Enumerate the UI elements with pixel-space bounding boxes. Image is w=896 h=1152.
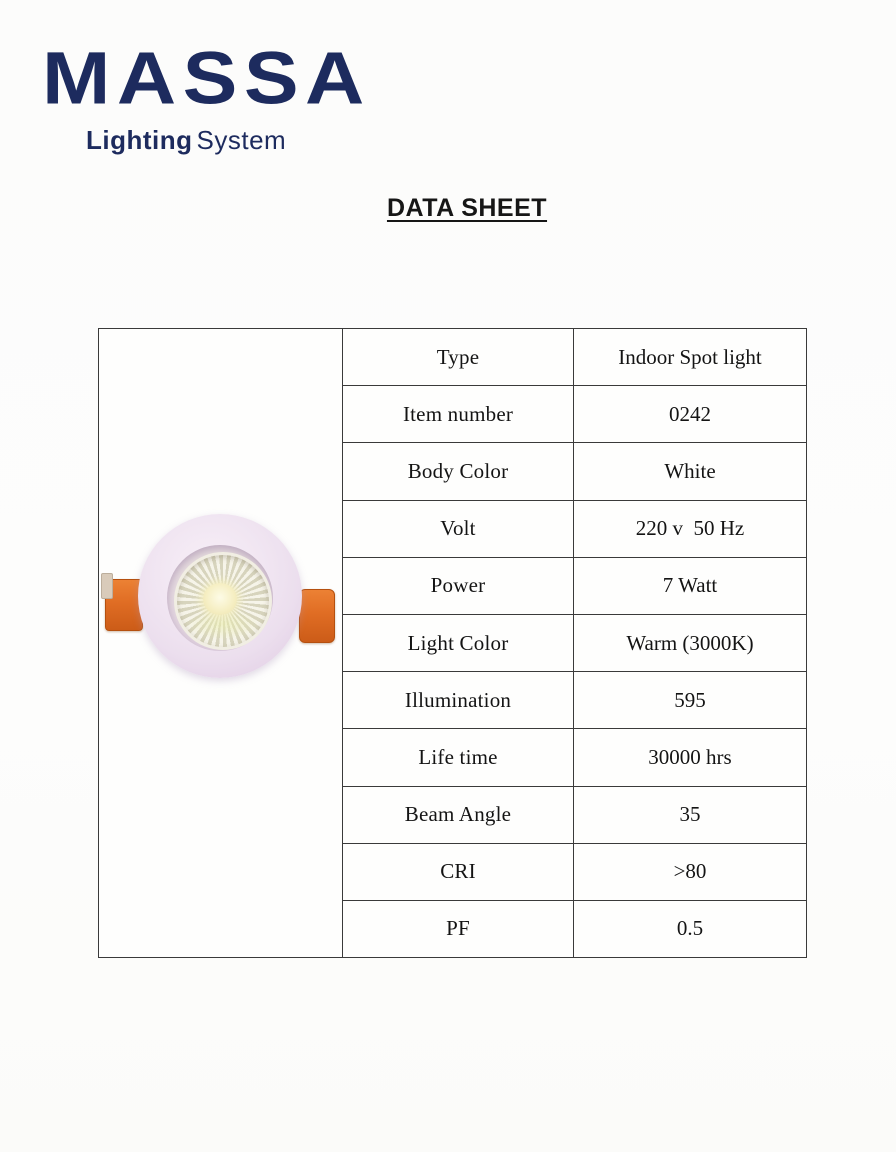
spec-label: Type	[343, 329, 574, 386]
product-image-cell	[99, 329, 343, 958]
spec-label: CRI	[343, 843, 574, 900]
mounting-clip-left	[105, 579, 143, 631]
brand-logo	[42, 37, 371, 156]
spec-label: Item number	[343, 386, 574, 443]
brand-subtitle-regular: System	[196, 125, 287, 155]
spot-light-image	[105, 491, 337, 711]
mounting-clip-right	[299, 589, 335, 643]
spec-label: Power	[343, 557, 574, 614]
spec-value: 35	[574, 786, 807, 843]
spec-value: 595	[574, 672, 807, 729]
lamp-led	[203, 583, 237, 615]
spec-value: Warm (3000K)	[574, 614, 807, 671]
brand-subtitle	[86, 125, 346, 156]
spec-label: Illumination	[343, 672, 574, 729]
spec-value: White	[574, 443, 807, 500]
spec-table	[98, 328, 807, 958]
spec-value: 0.5	[574, 900, 807, 957]
spec-label: Life time	[343, 729, 574, 786]
spec-label: Light Color	[343, 614, 574, 671]
spec-value: 220 v 50 Hz	[574, 500, 807, 557]
brand-name: MASSA	[42, 37, 371, 121]
spec-value: 7 Watt	[574, 557, 807, 614]
spec-value: Indoor Spot light	[574, 329, 807, 386]
spec-value: 30000 hrs	[574, 729, 807, 786]
spec-label: Volt	[343, 500, 574, 557]
spec-row	[99, 329, 807, 386]
spec-label: Body Color	[343, 443, 574, 500]
spec-value: 0242	[574, 386, 807, 443]
spec-label: PF	[343, 900, 574, 957]
brand-subtitle-bold: Lighting	[86, 125, 193, 155]
page-title: DATA SHEET	[386, 194, 548, 222]
spec-value: >80	[574, 843, 807, 900]
spec-label: Beam Angle	[343, 786, 574, 843]
